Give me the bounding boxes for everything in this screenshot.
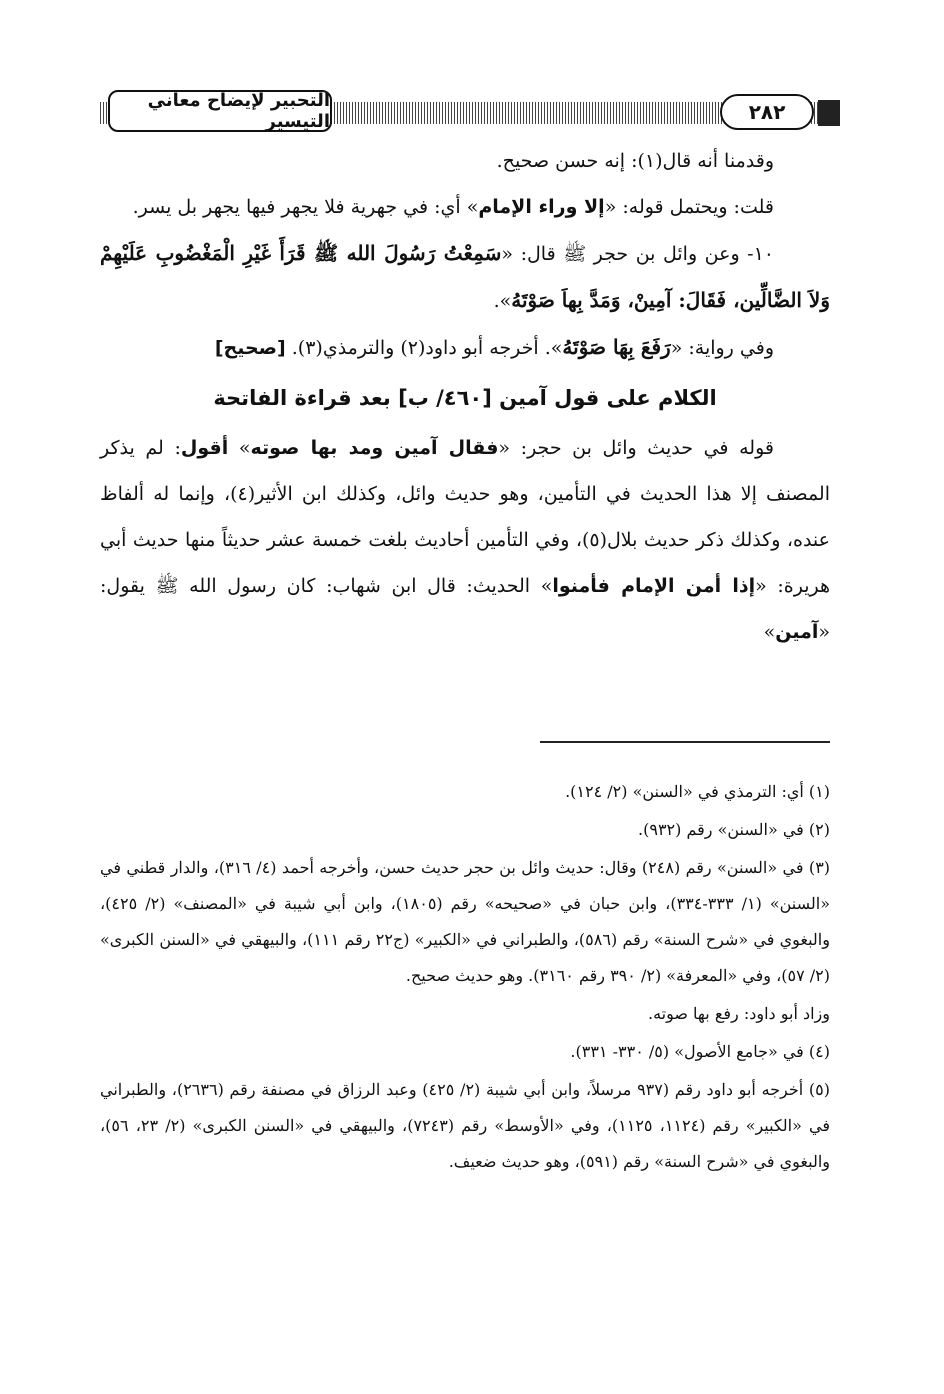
footnote-separator: [540, 741, 830, 743]
footnote-5: (٥) أخرجه أبو داود رقم (٩٣٧ مرسلاً، وابن أبي شيبة (٢/ ٤٢٥) وعبد الرزاق في مصنفة رقم (٢٦٣٦)، والطبراني في «الكبير» رقم (١١٢٤، ١١٢٥)، وفي «الأوسط» رقم (٧٢٤٣)، والبيهقي في «السنن الكبرى» (٢/ ٢٣، ٥٦)، والبغوي في «شرح السنة» رقم (٥٩١)، وهو حديث ضعيف.: [100, 1080, 831, 1171]
header-end-block: [818, 100, 840, 126]
text-run: : لم يذكر المصنف إلا هذا الحديث في التأمين، وهو حديث وائل، وكذلك ابن الأثير(٤)، وإنما له ألفاظ عنده، وكذلك ذكر حديث بلال(٥)، وفي التأمين أحاديث بلغت خمسة عشر حديثاً منها حديث أبي هريرة: «: [100, 437, 831, 597]
bold-phrase: إلا وراء الإمام: [478, 196, 605, 218]
text-run: وفي رواية: «: [670, 337, 774, 359]
paragraph-riwaya: [100, 324, 830, 371]
hadith-quote: سَمِعْتُ رَسُولَ الله ﷺ قَرَأَ غَيْرِ الْمَغْضُوبِ عَلَيْهِمْ وَلاَ الضَّالِّين، فَقَالَ: آمِينْ، وَمَدَّ بِهاَ صَوْتَهُ: [100, 241, 830, 312]
footnote-4: (٤) في «جامع الأصول» (٥/ ٣٣٠- ٣٣١).: [570, 1042, 830, 1061]
bold-phrase: آمين: [775, 621, 819, 643]
book-title: التحبير لإيضاح معاني التيسير: [108, 90, 332, 132]
footnote-1: (١) أي: الترمذي في «السنن» (٢/ ١٢٤).: [565, 782, 830, 801]
paragraph-2: [100, 184, 830, 230]
text-run: »: [763, 621, 776, 643]
text-run: وقدمنا أنه قال(١): إنه حسن صحيح.: [496, 150, 774, 172]
text-run: قلت: ويحتمل قوله: «: [604, 196, 774, 218]
text-run: » الحديث: قال ابن شهاب: كان رسول الله ﷺ يقول: «: [100, 575, 830, 643]
paragraph-1: [100, 138, 830, 184]
bold-phrase: أقول: [180, 437, 229, 459]
main-text: [100, 138, 830, 655]
text-run: ١٠- وعن وائل بن حجر ﷺ قال: «: [501, 243, 775, 265]
bold-phrase: فقال آمين ومد بها صوته: [250, 437, 499, 459]
footnote-2: (٢) في «السنن» رقم (٩٣٢).: [638, 820, 830, 839]
bold-phrase: إذا أمن الإمام فأمنوا: [552, 575, 756, 597]
grading-label: [صحيح]: [214, 337, 286, 359]
text-run: ». أخرجه أبو داود(٢) والترمذي(٣).: [285, 337, 563, 359]
text-run: » أي: في جهرية فلا يجهر فيها يجهر بل يسر.: [132, 196, 479, 218]
footnote-3-addendum: وزاد أبو داود: رفع بها صوته.: [648, 1004, 830, 1023]
hadith-10: [100, 230, 830, 324]
text-run: »: [228, 437, 251, 459]
footnote-3: (٣) في «السنن» رقم (٢٤٨) وقال: حديث وائل بن حجر حديث حسن، وأخرجه أحمد (٤/ ٣١٦)، والدار قطني في «السنن» (١/ ٣٣٣-٣٣٤)، وابن حبان في «صحيحه» رقم (١٨٠٥)، وابن أبي شيبة في «المصنف» (٢/ ٤٢٥)، والبغوي في «شرح السنة» رقم (٥٨٦)، والطبراني في «الكبير» (ج٢٢ رقم ١١١)، والبيهقي في «السنن الكبرى» (٢/ ٥٧)، وفي «المعرفة» (٢/ ٣٩٠ رقم ٣١٦٠). وهو حديث صحيح.: [100, 858, 831, 985]
running-header: [100, 90, 840, 136]
section-heading: الكلام على قول آمين [٤٦٠/ ب] بعد قراءة الفاتحة: [213, 386, 717, 410]
page-number: ٢٨٢: [720, 94, 814, 130]
paragraph-commentary: [100, 425, 830, 655]
text-run: قوله في حديث وائل بن حجر: «: [498, 437, 774, 459]
footnotes: [100, 774, 830, 1182]
hadith-quote: رَفَعَ بِهَا صَوْتَهُ: [562, 335, 671, 359]
text-run: ».: [493, 290, 512, 312]
